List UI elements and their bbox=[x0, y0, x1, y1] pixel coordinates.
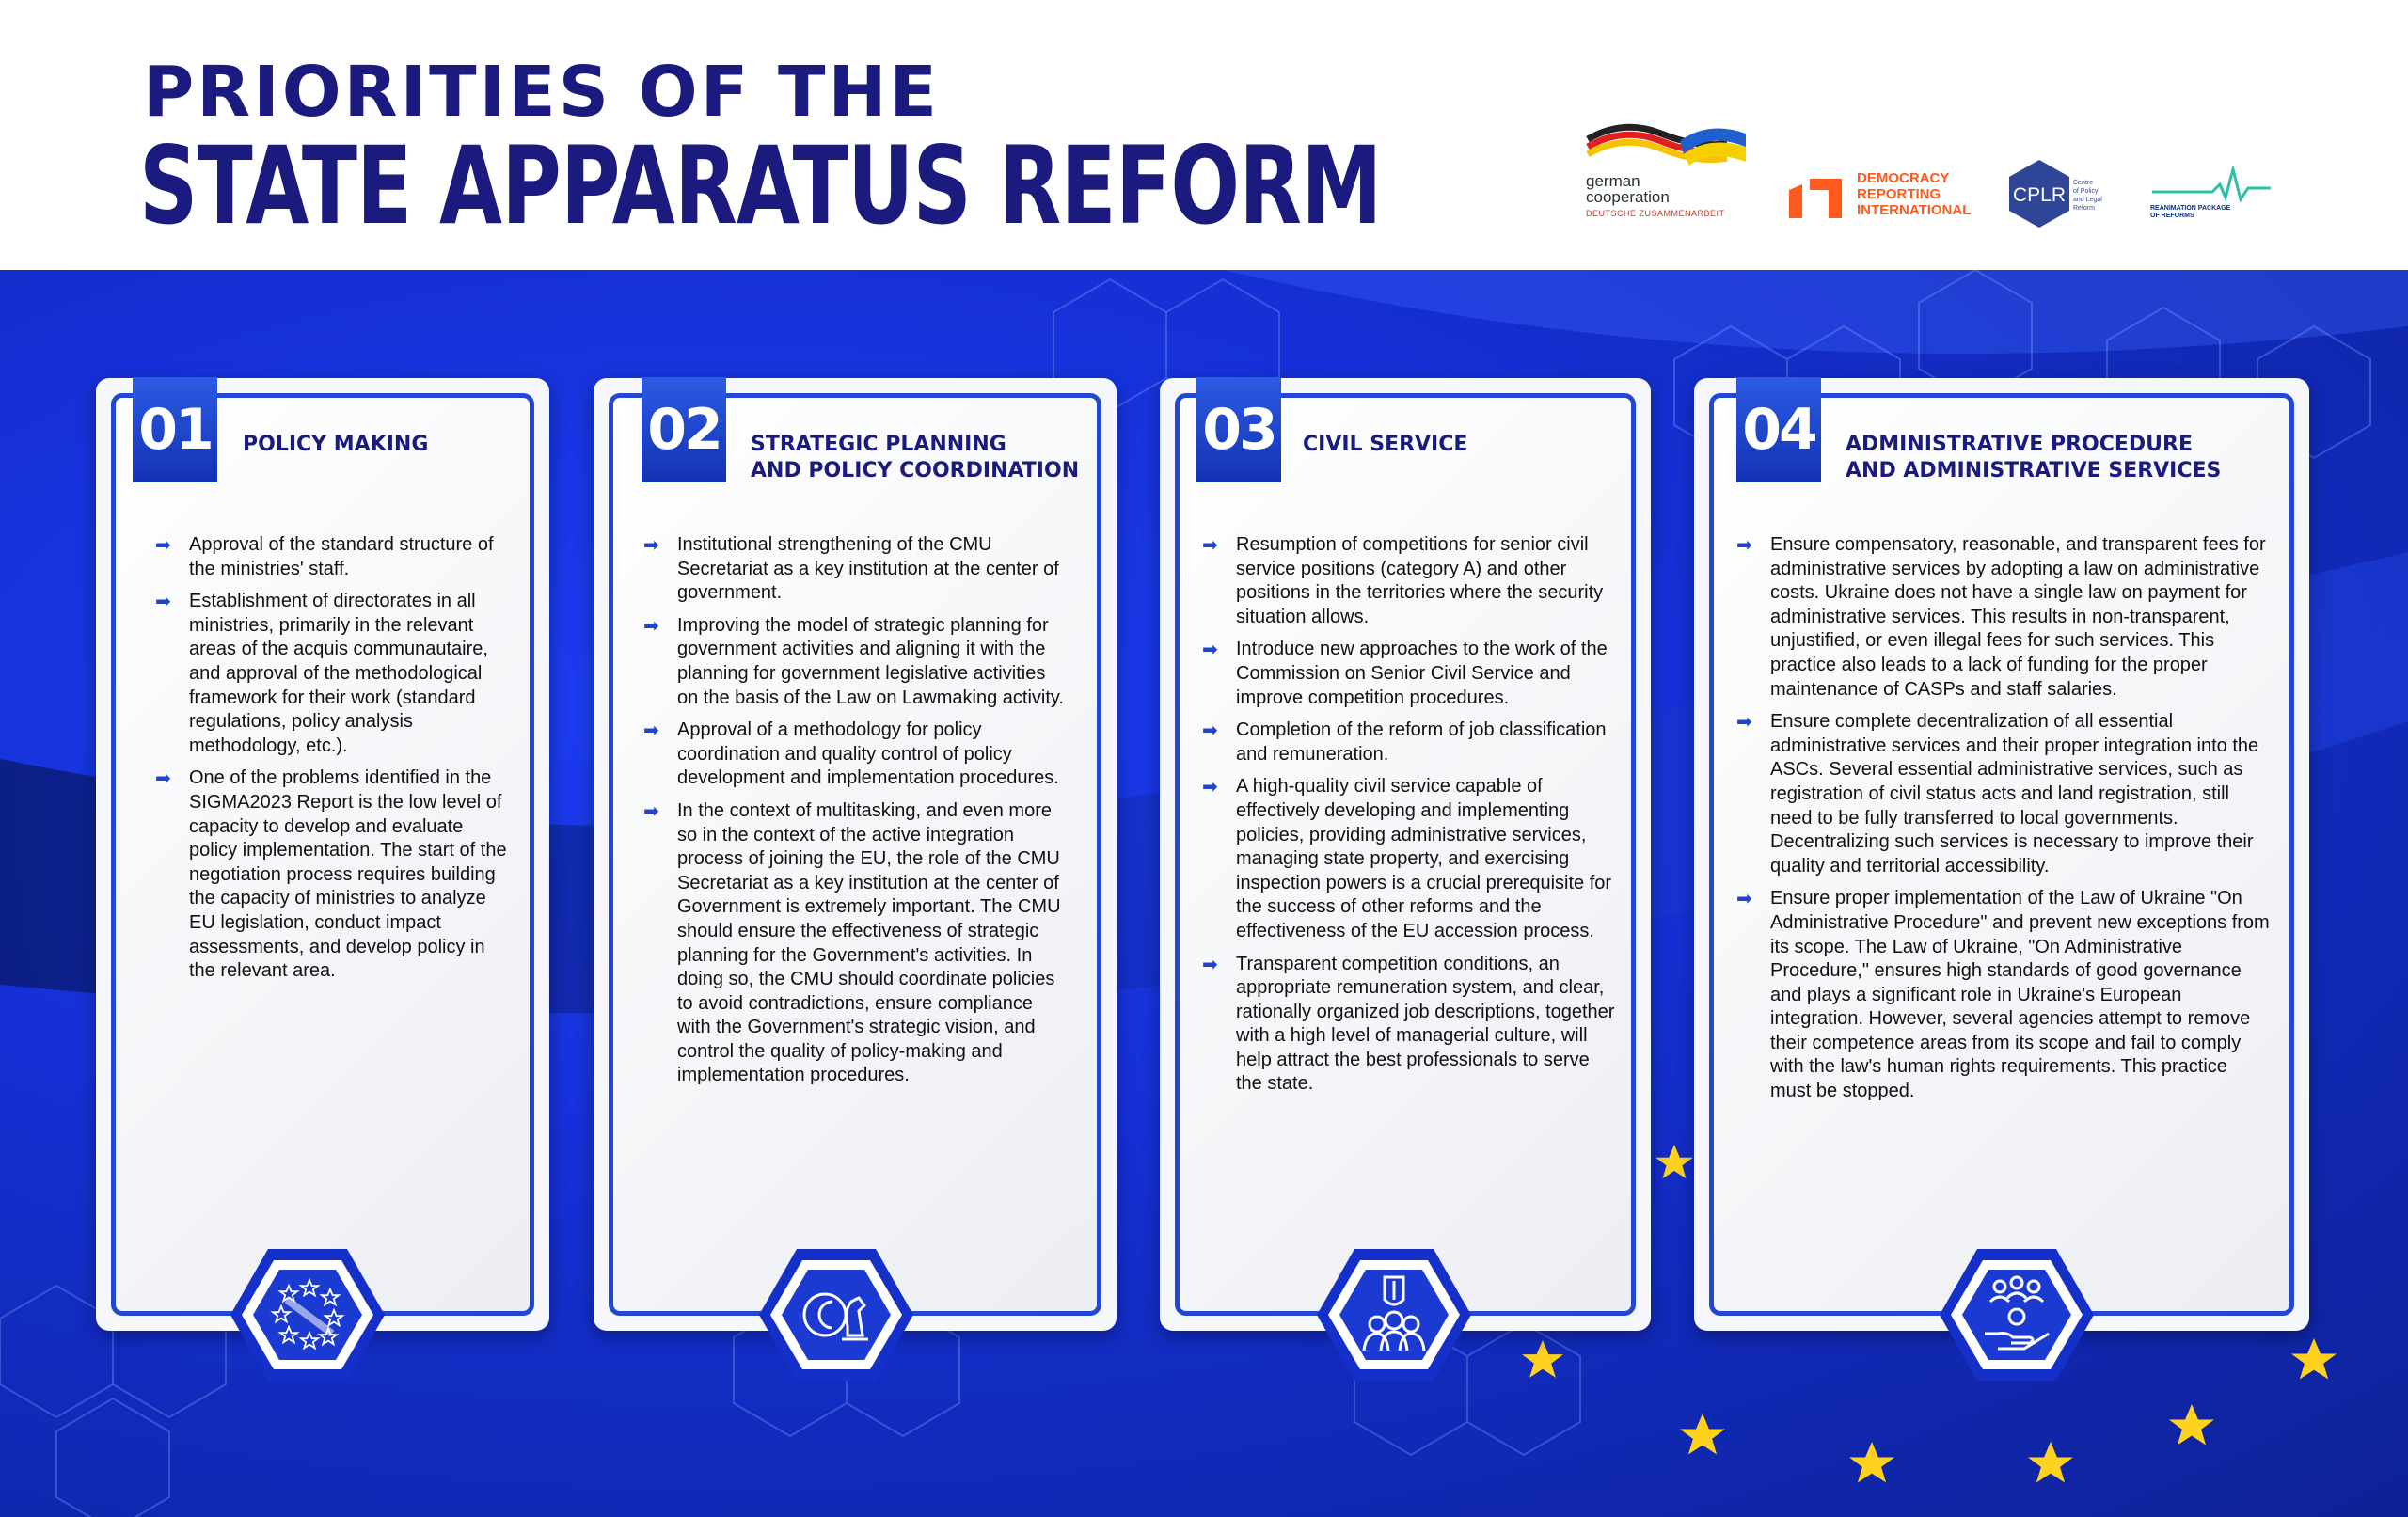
card-1-title bbox=[243, 432, 428, 458]
card-1-number: 01 bbox=[133, 377, 217, 482]
card-4-number: 04 bbox=[1736, 377, 1821, 482]
dri-mark-icon bbox=[1785, 175, 1846, 222]
card-4-bullet-list bbox=[1736, 533, 2273, 1113]
arrow-right-icon: ➡ bbox=[155, 592, 171, 613]
cplr-side3: and Legal bbox=[2073, 197, 2102, 203]
card-2-title-line2: AND POLICY COORDINATION bbox=[751, 459, 1080, 482]
german-ukraine-flag-icon bbox=[1586, 122, 1755, 173]
cplr-hexagon-icon bbox=[2007, 158, 2071, 229]
card-3-title bbox=[1303, 432, 1467, 458]
card-3-bullet: ➡ Transparent competition conditions, an appropriate remuneration system, and clear, rationally organized job descriptions, together with a high level of managerial culture, will help attract the best professionals to serve the state. bbox=[1202, 953, 1615, 1095]
arrow-right-icon: ➡ bbox=[1736, 889, 1752, 910]
arrow-right-icon: ➡ bbox=[1202, 720, 1218, 742]
arrow-right-icon: ➡ bbox=[1202, 535, 1218, 556]
card-2-title bbox=[751, 432, 1079, 484]
card-3-bullet: ➡ Introduce new approaches to the work of the Commission on Senior Civil Service and improve competition procedures. bbox=[1202, 639, 1608, 708]
cplr-logo bbox=[2007, 158, 2102, 233]
card-3-bullet: ➡ A high-quality civil service capable of effectively developing and implementing policies, providing administrative services, managing state property, and exercising inspection powers is a crucial prerequisite for the success of other reforms and the effectiveness of the EU accession process. bbox=[1202, 776, 1612, 941]
german-logo-sub: DEUTSCHE ZUSAMMENARBEIT bbox=[1586, 209, 1725, 218]
arrow-right-icon: ➡ bbox=[1202, 777, 1218, 798]
cplr-side4: Reform bbox=[2073, 205, 2095, 212]
card-2-bullet-list bbox=[643, 533, 1067, 1097]
card-2-number: 02 bbox=[642, 377, 726, 482]
card-2-bullet: ➡ In the context of multitasking, and even more so in the context of the active integration process of joining the EU, the role of the CMU Secretariat as a key institution at the center of Government is extremely important. The CMU should ensure the effectiveness of strategic planning for the Government's activities. In doing so, the CMU should coordinate policies to avoid contradictions, ensure compliance with the Government's strategic vision, and control the quality of policy-making and implementation procedures. bbox=[643, 799, 1061, 1086]
arrow-right-icon: ➡ bbox=[1736, 712, 1752, 734]
dri-logo bbox=[1785, 169, 1973, 226]
eu-stars-icon bbox=[229, 1245, 387, 1384]
arrow-right-icon: ➡ bbox=[155, 768, 171, 790]
people-service-icon bbox=[1938, 1245, 2096, 1384]
cplr-mark-text: CPLR bbox=[2012, 184, 2067, 206]
card-1-title-line1: POLICY MAKING bbox=[243, 433, 429, 456]
card-4-frame bbox=[1709, 393, 2294, 1316]
strategy-chess-icon bbox=[757, 1245, 915, 1384]
card-4-bullet: ➡ Ensure compensatory, reasonable, and transparent fees for administrative services by adopting a law on administrative costs. Ukraine does not have a single law on payment for administrative services. This results in non-transparent, unjustified, or even illegal fees for such services. This practice also leads to a lack of funding for the proper maintenance of CASPs and staff salaries. bbox=[1736, 534, 2266, 700]
card-2-bullet: ➡ Approval of a methodology for policy coordination and quality control of policy development and implementation procedures. bbox=[643, 719, 1059, 789]
card-1-bullet-list bbox=[155, 533, 513, 992]
german-logo-line2: cooperation bbox=[1586, 188, 1670, 206]
german-logo-line1: german bbox=[1586, 172, 1640, 190]
title-line-1: PRIORITIES OF THE bbox=[143, 52, 940, 133]
card-3-bullet-list bbox=[1202, 533, 1616, 1105]
arrow-right-icon: ➡ bbox=[155, 535, 171, 556]
title-line-2: STATE APPARATUS REFORM bbox=[139, 123, 1382, 248]
priority-card-1 bbox=[96, 378, 549, 1331]
cplr-side1: Centre bbox=[2073, 180, 2094, 186]
card-1-bullet: ➡ One of the problems identified in the SIGMA2023 Report is the low level of capacity to develop and evaluate policy implementation. The start of the negotiation process requires building the capacity of ministries to analyze EU legislation, conduct impact assessments, and develop policy in the relevant area. bbox=[155, 767, 507, 982]
priority-card-2 bbox=[594, 378, 1117, 1331]
arrow-right-icon: ➡ bbox=[1202, 640, 1218, 661]
cplr-side2: of Policy bbox=[2073, 188, 2099, 195]
rpr-line2: OF REFORMS bbox=[2150, 213, 2194, 219]
arrow-right-icon: ➡ bbox=[643, 800, 659, 822]
dri-line3: INTERNATIONAL bbox=[1857, 202, 1972, 218]
arrow-right-icon: ➡ bbox=[1736, 535, 1752, 556]
card-3-number: 03 bbox=[1196, 377, 1281, 482]
arrow-right-icon: ➡ bbox=[1202, 954, 1218, 975]
card-2-bullet: ➡ Improving the model of strategic planning for government activities and aligning it with the planning for government legislative activities on the basis of the Law on Lawmaking activity. bbox=[643, 614, 1064, 708]
rpr-logo bbox=[2150, 166, 2273, 222]
card-3-bullet: ➡ Completion of the reform of job classification and remuneration. bbox=[1202, 719, 1607, 765]
rpr-line1: REANIMATION PACKAGE bbox=[2150, 205, 2231, 212]
arrow-right-icon: ➡ bbox=[643, 535, 659, 556]
card-1-frame bbox=[111, 393, 534, 1316]
card-3-title-line1: CIVIL SERVICE bbox=[1303, 433, 1468, 456]
header bbox=[0, 0, 2408, 270]
card-1-bullet: ➡ Establishment of directorates in all ministries, primarily in the relevant areas of the acquis communautaire, and approval of the methodological framework for their work (standard regulations, policy analysis methodology, etc.). bbox=[155, 591, 488, 756]
card-2-bullet: ➡ Institutional strengthening of the CMU Secretariat as a key institution at the center of government. bbox=[643, 534, 1059, 604]
card-3-bullet: ➡ Resumption of competitions for senior civil service positions (category A) and other positions in the territories where the security situation allows. bbox=[1202, 534, 1604, 627]
dri-line1: DEMOCRACY bbox=[1857, 170, 1950, 186]
card-4-title bbox=[1846, 432, 2221, 484]
priority-card-3 bbox=[1160, 378, 1651, 1331]
priority-card-4 bbox=[1694, 378, 2309, 1331]
arrow-right-icon: ➡ bbox=[643, 615, 659, 637]
heartbeat-icon bbox=[2150, 166, 2273, 203]
card-4-bullet: ➡ Ensure complete decentralization of all essential administrative services and their proper integration into the ASCs. Several essential administrative services, such as registration of civil status acts and land registration, still need to be fully transferred to local governments. Decentralizing such services is necessary to improve their quality and territorial accessibility. bbox=[1736, 711, 2259, 877]
dri-line2: REPORTING bbox=[1857, 186, 1941, 202]
arrow-right-icon: ➡ bbox=[643, 720, 659, 742]
card-3-frame bbox=[1175, 393, 1636, 1316]
civil-servants-icon bbox=[1315, 1245, 1473, 1384]
card-2-frame bbox=[609, 393, 1101, 1316]
card-4-title-line2: AND ADMINISTRATIVE SERVICES bbox=[1846, 459, 2222, 482]
card-1-bullet: ➡ Approval of the standard structure of the ministries' staff. bbox=[155, 534, 494, 579]
card-4-bullet: ➡ Ensure proper implementation of the Law of Ukraine "On Administrative Procedure" and prevent new exceptions from its scope. The Law of Ukraine, "On Administrative Procedure," ensures high standards of good governance and plays a significant role in Ukraine's European integration. However, several agencies attempt to remove their competence areas from its scope and fail to comply with the law's human rights requirements. This practice must be stopped. bbox=[1736, 888, 2270, 1102]
german-cooperation-logo bbox=[1586, 122, 1755, 226]
card-4-title-line1: ADMINISTRATIVE PROCEDURE bbox=[1846, 433, 2194, 456]
card-2-title-line1: STRATEGIC PLANNING bbox=[751, 433, 1006, 456]
